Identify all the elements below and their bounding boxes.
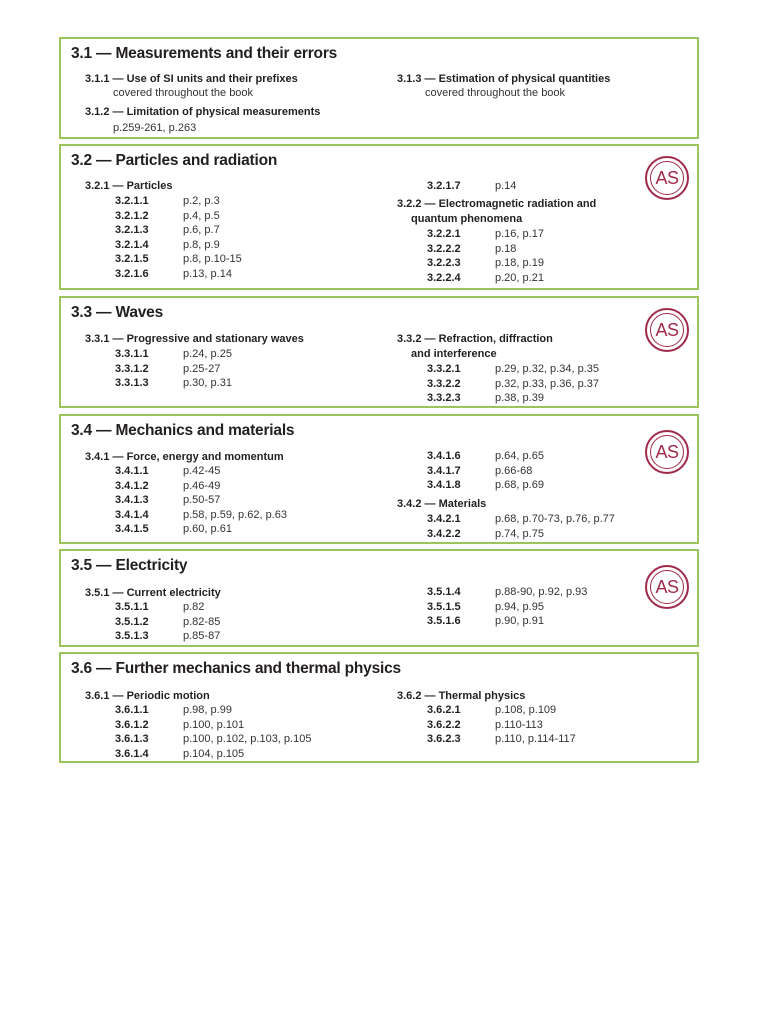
spec-code: 3.4.1.3 [115, 494, 149, 507]
section-title: 3.4 — Mechanics and materials [71, 422, 295, 439]
spec-code: 3.5.1.2 [115, 615, 149, 628]
subsection-heading: 3.2.2 — Electromagnetic radiation and [397, 198, 597, 210]
as-level-badge [645, 565, 689, 609]
spec-code: 3.2.2.3 [427, 257, 461, 270]
badge-label: AS [655, 442, 679, 462]
spec-code: 3.2.1.5 [115, 253, 149, 266]
spec-code: 3.2.2.1 [427, 228, 461, 240]
page-refs: p.8, p.10-15 [183, 253, 242, 266]
section-3-3 [59, 296, 699, 408]
page-refs: p.38, p.39 [495, 392, 544, 405]
subsection-heading: 3.4.2 — Materials [397, 498, 487, 510]
spec-code: 3.6.1.3 [115, 733, 149, 746]
subsection-heading: 3.1.2 — Limitation of physical measurements [85, 106, 321, 118]
page-refs: p.8, p.9 [183, 238, 220, 251]
section-title: 3.5 — Electricity [71, 557, 188, 574]
page-refs: p.18 [495, 242, 517, 255]
spec-code: 3.2.1.2 [115, 209, 149, 222]
subsection-heading: 3.4.1 — Force, energy and momentum [85, 451, 284, 463]
page-refs: p.66-68 [495, 464, 533, 477]
spec-code: 3.4.1.5 [115, 523, 149, 536]
page-refs: p.24, p.25 [183, 348, 232, 360]
spec-code: 3.4.2.1 [427, 513, 461, 525]
section-title: 3.3 — Waves [71, 304, 163, 321]
spec-code: 3.2.1.6 [115, 268, 149, 280]
page-refs: p.94, p.95 [495, 600, 544, 613]
page-refs: p.82-85 [183, 615, 221, 628]
page-refs: p.100, p.102, p.103, p.105 [183, 733, 312, 746]
spec-code: 3.2.1.7 [427, 180, 461, 192]
spec-code: 3.2.2.2 [427, 242, 461, 255]
badge-label: AS [655, 577, 679, 597]
page-top-artifacts [88, 28, 388, 29]
spec-code: 3.4.1.1 [115, 465, 149, 477]
page-refs: p.4, p.5 [183, 209, 220, 222]
page-refs: p.18, p.19 [495, 257, 544, 270]
page-refs: p.13, p.14 [183, 268, 232, 280]
subsection-heading: 3.6.2 — Thermal physics [397, 690, 526, 702]
subsection-note: covered throughout the book [113, 87, 254, 99]
page-refs: p.58, p.59, p.62, p.63 [183, 508, 287, 521]
page-refs: p.16, p.17 [495, 228, 544, 240]
spec-code: 3.6.2.2 [427, 718, 461, 731]
page-refs: p.104, p.105 [183, 747, 245, 760]
subsection-heading: 3.5.1 — Current electricity [85, 587, 221, 599]
spec-code: 3.3.1.2 [115, 362, 149, 375]
spec-code: 3.4.1.7 [427, 464, 461, 477]
spec-code: 3.2.1.3 [115, 224, 149, 237]
spec-code: 3.6.2.1 [427, 704, 461, 716]
spec-code: 3.3.1.3 [115, 377, 149, 390]
badge-label: AS [655, 320, 679, 340]
spec-code: 3.6.2.3 [427, 733, 461, 746]
page-refs: p.100, p.101 [183, 718, 245, 731]
spec-code: 3.3.1.1 [115, 348, 149, 360]
section-3-1 [59, 37, 699, 139]
subsection-heading: 3.1.3 — Estimation of physical quantities [397, 73, 611, 85]
subsection-heading: 3.1.1 — Use of SI units and their prefixes [85, 73, 298, 85]
subsection-heading-cont: quantum phenomena [411, 213, 523, 225]
section-3-5 [59, 549, 699, 647]
page-refs: p.110, p.114-117 [495, 733, 576, 746]
spec-code: 3.5.1.6 [427, 615, 461, 628]
spec-code: 3.5.1.3 [115, 630, 149, 643]
badge-label: AS [655, 168, 679, 188]
subsection-pages: p.259-261, p.263 [113, 122, 197, 134]
spec-code: 3.2.1.1 [115, 195, 149, 207]
spec-code: 3.4.1.8 [427, 479, 461, 492]
spec-code: 3.4.1.6 [427, 450, 461, 462]
page-refs: p.60, p.61 [183, 523, 232, 536]
section-title: 3.6 — Further mechanics and thermal physics [71, 660, 401, 677]
spec-code: 3.6.1.1 [115, 704, 149, 716]
spec-code: 3.5.1.5 [427, 600, 461, 613]
page-refs: p.64, p.65 [495, 450, 544, 462]
page-refs: p.29, p.32, p.34, p.35 [495, 363, 599, 375]
spec-code: 3.4.1.2 [115, 479, 149, 492]
page-refs: p.110-113 [495, 718, 543, 731]
spec-code: 3.6.1.2 [115, 718, 149, 731]
spec-code: 3.6.1.4 [115, 747, 149, 760]
subsection-heading-cont: and interference [411, 348, 497, 360]
page-refs: p.90, p.91 [495, 615, 544, 628]
page-refs: p.6, p.7 [183, 224, 220, 237]
spec-code: 3.5.1.1 [115, 601, 149, 613]
spec-code: 3.5.1.4 [427, 586, 461, 598]
page-refs: p.14 [495, 180, 517, 192]
as-level-badge [645, 156, 689, 200]
spec-code: 3.3.2.1 [427, 363, 461, 375]
spec-code: 3.3.2.2 [427, 377, 461, 390]
spec-code: 3.2.2.4 [427, 271, 461, 284]
page-refs: p.30, p.31 [183, 377, 232, 390]
section-3-6 [59, 652, 699, 763]
subsection-heading: 3.3.1 — Progressive and stationary waves [85, 333, 304, 345]
spec-code: 3.3.2.3 [427, 392, 461, 405]
page-refs: p.68, p.70-73, p.76, p.77 [495, 513, 615, 525]
subsection-heading: 3.3.2 — Refraction, diffraction [397, 333, 553, 345]
page-refs: p.82 [183, 601, 205, 613]
page-refs: p.20, p.21 [495, 271, 544, 284]
as-level-badge [645, 308, 689, 352]
subsection-note: covered throughout the book [425, 87, 566, 99]
page-refs: p.98, p.99 [183, 704, 232, 716]
section-title: 3.2 — Particles and radiation [71, 152, 278, 169]
page-refs: p.74, p.75 [495, 527, 544, 540]
page-refs: p.25-27 [183, 362, 221, 375]
spec-code: 3.4.1.4 [115, 508, 149, 521]
page-refs: p.46-49 [183, 479, 221, 492]
section-3-2 [59, 144, 699, 290]
subsection-heading: 3.6.1 — Periodic motion [85, 690, 210, 702]
page-refs: p.88-90, p.92, p.93 [495, 586, 588, 598]
section-title: 3.1 — Measurements and their errors [71, 45, 338, 62]
page-refs: p.85-87 [183, 630, 221, 643]
page-refs: p.32, p.33, p.36, p.37 [495, 377, 599, 390]
spec-code: 3.4.2.2 [427, 527, 461, 540]
page-refs: p.2, p.3 [183, 195, 220, 207]
spec-code: 3.2.1.4 [115, 238, 149, 251]
page-refs: p.68, p.69 [495, 479, 544, 492]
section-3-4 [59, 414, 699, 544]
subsection-heading: 3.2.1 — Particles [85, 180, 173, 192]
as-level-badge [645, 430, 689, 474]
page-refs: p.42-45 [183, 465, 221, 477]
page-refs: p.50-57 [183, 494, 221, 507]
page-refs: p.108, p.109 [495, 704, 557, 716]
